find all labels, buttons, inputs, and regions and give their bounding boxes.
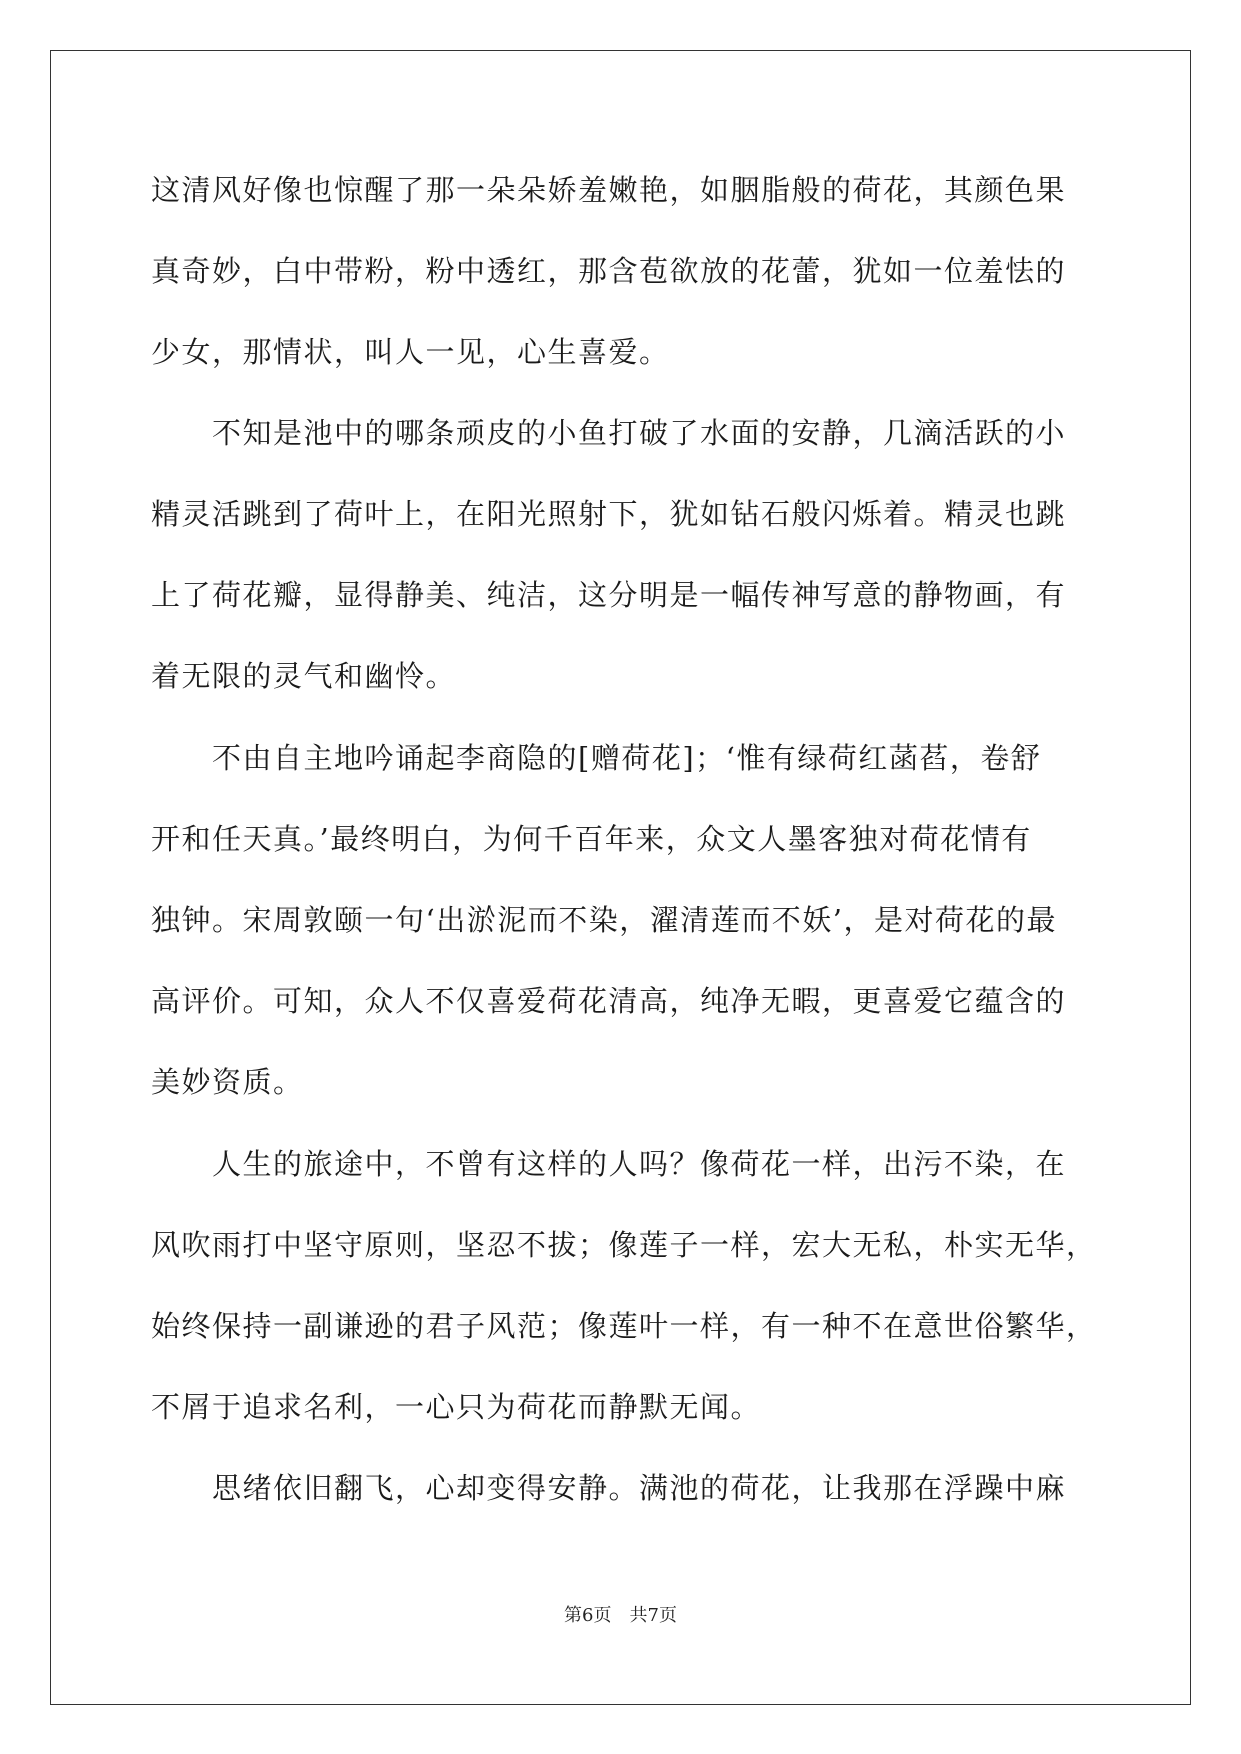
body-text-line: 不屑于追求名利，一心只为荷花而静默无闻。: [151, 1390, 762, 1424]
body-text-line: 独钟。宋周敦颐一句‘出淤泥而不染，濯清莲而不妖’，是对荷花的最: [151, 903, 1057, 937]
page-total: 共7页: [629, 1605, 677, 1626]
body-text-line: 少女，那情状，叫人一见，心生喜爱。: [151, 335, 670, 369]
body-text-line: 不知是池中的哪条顽皮的小鱼打破了水面的安静，几滴活跃的小: [151, 416, 1067, 450]
page-border: [50, 50, 1191, 1705]
body-text-line: 美妙资质。: [151, 1065, 304, 1099]
body-text-line: 思绪依旧翻飞，心却变得安静。满池的荷花，让我那在浮躁中麻: [151, 1471, 1067, 1505]
body-text-line: 人生的旅途中，不曾有这样的人吗？像荷花一样，出污不染，在: [151, 1147, 1067, 1181]
body-text-line: 着无限的灵气和幽怜。: [151, 659, 457, 693]
body-text-line: 上了荷花瓣，显得静美、纯洁，这分明是一幅传神写意的静物画，有: [151, 578, 1067, 612]
body-text-line: 风吹雨打中坚守原则，坚忍不拔；像莲子一样，宏大无私，朴实无华，: [151, 1228, 1097, 1262]
page-footer: [0, 1604, 1241, 1628]
body-text-line: 这清风好像也惊醒了那一朵朵娇羞嫩艳，如胭脂般的荷花，其颜色果: [151, 173, 1067, 207]
page-number: 第6页: [564, 1605, 612, 1626]
body-text-line: 开和任天真。’最终明白，为何千百年来，众文人墨客独对荷花情有: [151, 822, 1032, 856]
body-text-line: 不由自主地吟诵起李商隐的[赠荷花]；‘惟有绿荷红菡萏，卷舒: [151, 741, 1042, 775]
body-text-line: 精灵活跳到了荷叶上，在阳光照射下，犹如钻石般闪烁着。精灵也跳: [151, 497, 1067, 531]
body-text-line: 真奇妙，白中带粉，粉中透红，那含苞欲放的花蕾，犹如一位羞怯的: [151, 254, 1067, 288]
body-text-line: 始终保持一副谦逊的君子风范；像莲叶一样，有一种不在意世俗繁华，: [151, 1309, 1097, 1343]
body-text-line: 高评价。可知，众人不仅喜爱荷花清高，纯净无暇，更喜爱它蕴含的: [151, 984, 1067, 1018]
